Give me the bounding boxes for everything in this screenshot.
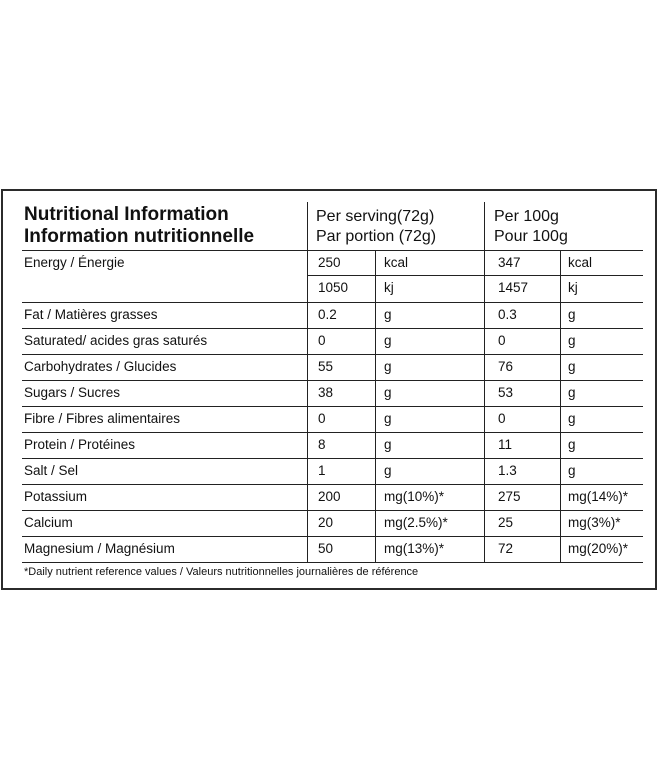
per-100g-value: 0 bbox=[498, 333, 506, 348]
per-serving-unit: g bbox=[384, 333, 392, 348]
nutrient-label: Magnesium / Magnésium bbox=[24, 541, 175, 556]
per-100g-unit: g bbox=[568, 333, 576, 348]
row-divider bbox=[22, 562, 643, 563]
per-100g-unit: mg(14%)* bbox=[568, 489, 629, 504]
row-divider bbox=[22, 484, 643, 485]
per-100g-unit: g bbox=[568, 385, 576, 400]
per-serving-value: 1 bbox=[318, 463, 326, 478]
per-serving-value: 20 bbox=[318, 515, 334, 530]
row-divider bbox=[22, 250, 643, 251]
per-100g-unit: g bbox=[568, 411, 576, 426]
per-serving-header-en: Per serving(72g) bbox=[316, 208, 435, 225]
per-100g-header-fr: Pour 100g bbox=[494, 228, 568, 245]
per-100g-unit: mg(20%)* bbox=[568, 541, 629, 556]
nutrient-label: Fibre / Fibres alimentaires bbox=[24, 411, 181, 426]
per-serving-value: 200 bbox=[318, 489, 341, 504]
column-divider bbox=[307, 202, 308, 562]
per-100g-value: 275 bbox=[498, 489, 521, 504]
title-french: Information nutritionnelle bbox=[24, 226, 255, 247]
per-100g-unit: g bbox=[568, 463, 576, 478]
nutrient-label: Sugars / Sucres bbox=[24, 385, 121, 400]
row-divider bbox=[22, 328, 643, 329]
per-100g-header-en: Per 100g bbox=[494, 208, 559, 225]
row-divider bbox=[22, 354, 643, 355]
per-serving-value: 0.2 bbox=[318, 307, 337, 322]
per-100g-unit: g bbox=[568, 437, 576, 452]
row-divider bbox=[22, 432, 643, 433]
nutrient-label: Carbohydrates / Glucides bbox=[24, 359, 177, 374]
per-100g-unit: g bbox=[568, 359, 576, 374]
per-100g-value: 1.3 bbox=[498, 463, 517, 478]
per-serving-unit: g bbox=[384, 307, 392, 322]
nutrient-label: Salt / Sel bbox=[24, 463, 79, 478]
per-serving-value: 55 bbox=[318, 359, 334, 374]
column-divider bbox=[375, 250, 376, 562]
per-100g-value: 53 bbox=[498, 385, 514, 400]
per-serving-unit: mg(10%)* bbox=[384, 489, 445, 504]
per-serving-header-fr: Par portion (72g) bbox=[316, 228, 437, 245]
nutrient-label: Fat / Matières grasses bbox=[24, 307, 158, 322]
per-100g-value: 0.3 bbox=[498, 307, 517, 322]
per-serving-unit: g bbox=[384, 411, 392, 426]
per-100g-value: 72 bbox=[498, 541, 514, 556]
per-serving-value: 50 bbox=[318, 541, 334, 556]
per-100g-value: 0 bbox=[498, 411, 506, 426]
column-divider bbox=[560, 250, 561, 562]
per-serving-value: 1050 bbox=[318, 280, 349, 295]
footnote: *Daily nutrient reference values / Valeurs nutritionnelles journalières de référence bbox=[24, 566, 419, 578]
per-serving-unit: g bbox=[384, 437, 392, 452]
per-100g-unit: mg(3%)* bbox=[568, 515, 621, 530]
row-divider bbox=[22, 406, 643, 407]
nutrient-label: Energy / Énergie bbox=[24, 255, 125, 270]
per-serving-unit: kcal bbox=[384, 255, 409, 270]
per-100g-value: 76 bbox=[498, 359, 514, 374]
row-divider bbox=[22, 380, 643, 381]
per-serving-unit: g bbox=[384, 359, 392, 374]
row-divider bbox=[22, 302, 643, 303]
row-divider bbox=[307, 275, 643, 276]
per-serving-unit: mg(13%)* bbox=[384, 541, 445, 556]
column-divider bbox=[484, 202, 485, 562]
per-100g-value: 347 bbox=[498, 255, 521, 270]
per-serving-value: 8 bbox=[318, 437, 326, 452]
nutrition-panel bbox=[1, 189, 657, 590]
per-serving-unit: kj bbox=[384, 280, 394, 295]
nutrient-label: Potassium bbox=[24, 489, 88, 504]
title-english: Nutritional Information bbox=[24, 204, 229, 225]
per-serving-value: 0 bbox=[318, 333, 326, 348]
per-100g-unit: g bbox=[568, 307, 576, 322]
per-100g-unit: kj bbox=[568, 280, 578, 295]
per-serving-value: 0 bbox=[318, 411, 326, 426]
per-100g-value: 11 bbox=[498, 437, 513, 452]
per-serving-unit: g bbox=[384, 385, 392, 400]
per-serving-value: 38 bbox=[318, 385, 334, 400]
nutrient-label: Saturated/ acides gras saturés bbox=[24, 333, 208, 348]
per-100g-value: 25 bbox=[498, 515, 514, 530]
nutrient-label: Calcium bbox=[24, 515, 73, 530]
row-divider bbox=[22, 536, 643, 537]
per-serving-unit: mg(2.5%)* bbox=[384, 515, 448, 530]
row-divider bbox=[22, 510, 643, 511]
per-100g-unit: kcal bbox=[568, 255, 593, 270]
per-100g-value: 1457 bbox=[498, 280, 529, 295]
per-serving-value: 250 bbox=[318, 255, 341, 270]
per-serving-unit: g bbox=[384, 463, 392, 478]
nutrient-label: Protein / Protéines bbox=[24, 437, 136, 452]
row-divider bbox=[22, 458, 643, 459]
